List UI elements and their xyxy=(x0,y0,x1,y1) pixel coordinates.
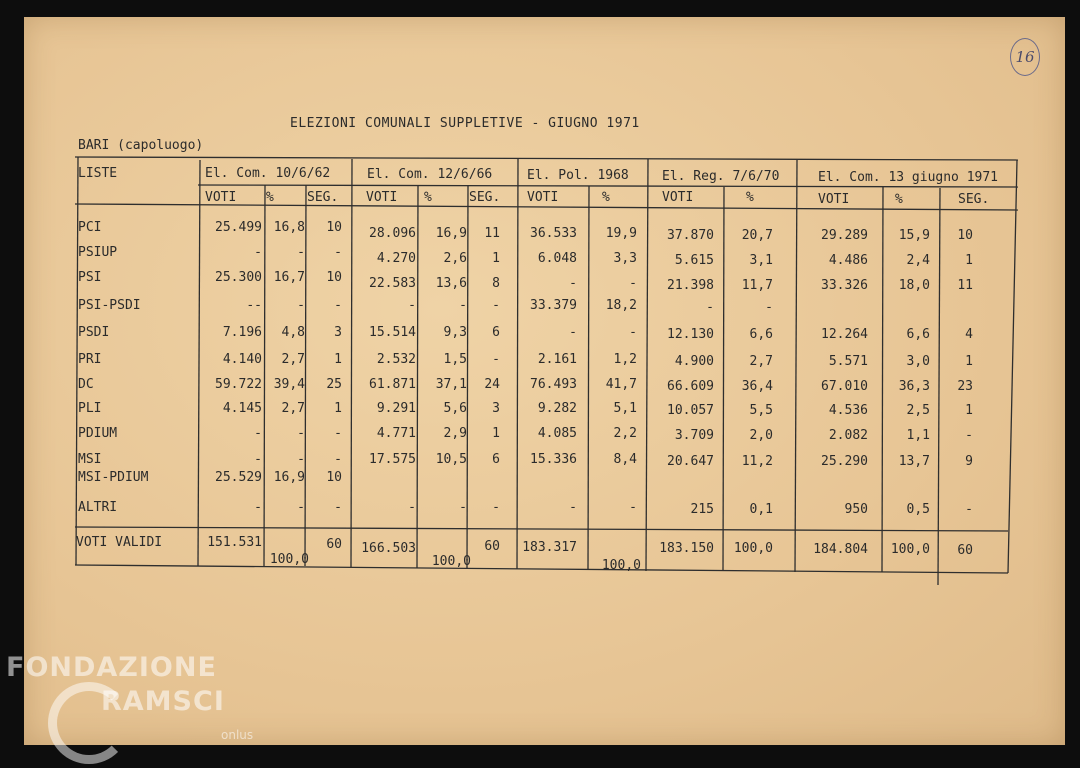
table-cell: 2,4 xyxy=(906,253,930,268)
table-cell: 2,0 xyxy=(749,428,773,443)
table-cell: 2,2 xyxy=(613,426,637,441)
table-cell: 59.722 xyxy=(215,377,262,392)
total-cell: 60 xyxy=(484,539,500,554)
table-cell: 16,9 xyxy=(435,226,467,241)
sub-header: % xyxy=(746,190,754,205)
table-cell: 22.583 xyxy=(369,276,416,291)
table-cell: 67.010 xyxy=(821,379,868,394)
table-cell: - xyxy=(254,500,262,515)
page-number: 16 xyxy=(1010,38,1040,76)
table-cell: - xyxy=(492,500,500,515)
table-cell: - xyxy=(569,500,577,515)
table-cell: -- xyxy=(246,298,262,313)
table-cell: - xyxy=(629,500,637,515)
table-cell: 1,5 xyxy=(443,352,467,367)
table-cell: 1,2 xyxy=(613,352,637,367)
row-label: PSDI xyxy=(78,325,110,340)
table-cell: 11,2 xyxy=(741,454,773,469)
table-cell: 2,5 xyxy=(906,403,930,418)
sub-header: % xyxy=(895,192,903,207)
total-cell: 100,0 xyxy=(890,542,930,557)
sub-header: % xyxy=(266,190,274,205)
total-cell: 100,0 xyxy=(733,541,773,556)
row-label: MSI-PDIUM xyxy=(78,470,149,485)
table-cell: 8 xyxy=(492,276,500,291)
table-cell: 6,6 xyxy=(906,327,930,342)
document-subtitle: BARI (capoluogo) xyxy=(78,138,204,153)
table-cell: 1 xyxy=(965,354,973,369)
table-cell: 9.282 xyxy=(537,401,577,416)
table-cell: 12.264 xyxy=(821,327,868,342)
table-cell: 25.499 xyxy=(215,220,262,235)
sub-header: VOTI xyxy=(662,190,694,205)
table-cell: 0,5 xyxy=(906,502,930,517)
row-label: PSI xyxy=(78,270,102,285)
table-cell: - xyxy=(408,500,416,515)
total-cell: 151.531 xyxy=(207,535,262,550)
table-cell: 1 xyxy=(965,403,973,418)
table-cell: 5.571 xyxy=(828,354,868,369)
table-cell: 3 xyxy=(492,401,500,416)
table-cell: 11 xyxy=(957,278,973,293)
table-cell: 20.647 xyxy=(667,454,714,469)
table-cell: 1 xyxy=(334,352,342,367)
sub-header: SEG. xyxy=(958,192,990,207)
table-cell: - xyxy=(459,298,467,313)
table-cell: - xyxy=(706,300,714,315)
total-cell: 166.503 xyxy=(361,541,416,556)
sub-header: VOTI xyxy=(205,190,237,205)
table-cell: 10,5 xyxy=(435,452,467,467)
table-cell: 3,1 xyxy=(749,253,773,268)
table-cell: 23 xyxy=(957,379,973,394)
table-cell: 12.130 xyxy=(667,327,714,342)
table-cell: 36,4 xyxy=(741,379,773,394)
document-title: ELEZIONI COMUNALI SUPPLETIVE - GIUGNO 1971 xyxy=(290,116,640,131)
table-cell: - xyxy=(492,352,500,367)
header-liste: LISTE xyxy=(78,166,118,181)
table-cell: 9 xyxy=(965,454,973,469)
table-cell: - xyxy=(334,500,342,515)
table-cell: 25.300 xyxy=(215,270,262,285)
table-cell: 2,9 xyxy=(443,426,467,441)
table-cell: - xyxy=(334,452,342,467)
table-cell: - xyxy=(254,452,262,467)
table-cell: 41,7 xyxy=(605,377,637,392)
sub-header: VOTI xyxy=(527,190,559,205)
group-header: El. Reg. 7/6/70 xyxy=(662,169,780,184)
table-cell: - xyxy=(629,276,637,291)
table-cell: 1 xyxy=(965,253,973,268)
row-label: PRI xyxy=(78,352,102,367)
group-header: El. Com. 12/6/66 xyxy=(367,167,493,182)
table-cell: 11,7 xyxy=(741,278,773,293)
table-cell: 17.575 xyxy=(369,452,416,467)
table-cell: - xyxy=(569,276,577,291)
sub-header: % xyxy=(424,190,432,205)
table-cell: 6.048 xyxy=(537,251,577,266)
table-cell: - xyxy=(569,325,577,340)
table-cell: 5,6 xyxy=(443,401,467,416)
sub-header: VOTI xyxy=(818,192,850,207)
table-cell: 18,0 xyxy=(898,278,930,293)
table-cell: 2,7 xyxy=(281,401,305,416)
table-cell: 25.529 xyxy=(215,470,262,485)
table-cell: - xyxy=(492,298,500,313)
table-cell: 5.615 xyxy=(674,253,714,268)
watermark-line1: FONDAZIONE xyxy=(6,652,217,683)
sub-header: VOTI xyxy=(366,190,398,205)
table-cell: - xyxy=(765,300,773,315)
table-cell: 28.096 xyxy=(369,226,416,241)
table-cell: 4.145 xyxy=(222,401,262,416)
table-cell: 1 xyxy=(334,401,342,416)
table-cell: 4,8 xyxy=(281,325,305,340)
table-cell: 2,6 xyxy=(443,251,467,266)
table-cell: 25 xyxy=(326,377,342,392)
table-cell: 2,7 xyxy=(281,352,305,367)
table-cell: 33.379 xyxy=(530,298,577,313)
table-cell: 4.771 xyxy=(376,426,416,441)
table-cell: 4.486 xyxy=(828,253,868,268)
group-header: El. Pol. 1968 xyxy=(527,168,629,183)
table-cell: - xyxy=(334,298,342,313)
table-cell: 950 xyxy=(844,502,868,517)
row-label: PDIUM xyxy=(78,426,118,441)
table-cell: 7.196 xyxy=(222,325,262,340)
table-cell: 1 xyxy=(492,426,500,441)
table-cell: - xyxy=(297,245,305,260)
table-cell: 3 xyxy=(334,325,342,340)
table-cell: - xyxy=(297,452,305,467)
table-cell: 10 xyxy=(326,270,342,285)
table-cell: 6 xyxy=(492,452,500,467)
table-cell: - xyxy=(629,325,637,340)
table-cell: 1 xyxy=(492,251,500,266)
total-cell: 183.317 xyxy=(522,540,577,555)
table-cell: 10.057 xyxy=(667,403,714,418)
table-cell: 24 xyxy=(484,377,500,392)
table-cell: 2.082 xyxy=(828,428,868,443)
table-cell: 4.140 xyxy=(222,352,262,367)
row-label: MSI xyxy=(78,452,102,467)
table-cell: 15.514 xyxy=(369,325,416,340)
total-cell: 100,0 xyxy=(269,552,309,567)
table-cell: 16,8 xyxy=(273,220,305,235)
table-cell: 2.161 xyxy=(537,352,577,367)
table-cell: 0,1 xyxy=(749,502,773,517)
table-cell: 4.536 xyxy=(828,403,868,418)
table-cell: 37,1 xyxy=(435,377,467,392)
table-cell: - xyxy=(297,426,305,441)
table-cell: 5,5 xyxy=(749,403,773,418)
row-label: PLI xyxy=(78,401,102,416)
table-cell: 4.085 xyxy=(537,426,577,441)
table-cell: - xyxy=(408,298,416,313)
table-cell: - xyxy=(459,500,467,515)
table-cell: 13,6 xyxy=(435,276,467,291)
table-cell: 3,3 xyxy=(613,251,637,266)
table-cell: 6,6 xyxy=(749,327,773,342)
table-cell: 16,9 xyxy=(273,470,305,485)
row-label: DC xyxy=(78,377,94,392)
table-cell: 33.326 xyxy=(821,278,868,293)
total-cell: 183.150 xyxy=(659,541,714,556)
total-cell: 184.804 xyxy=(813,542,868,557)
table-cell: 20,7 xyxy=(741,228,773,243)
table-cell: - xyxy=(965,502,973,517)
table-cell: 4.900 xyxy=(674,354,714,369)
row-label: PCI xyxy=(78,220,102,235)
table-cell: 29.289 xyxy=(821,228,868,243)
total-label: VOTI VALIDI xyxy=(76,535,163,550)
table-cell: 10 xyxy=(326,220,342,235)
table-cell: 19,9 xyxy=(605,226,637,241)
table-cell: 10 xyxy=(957,228,973,243)
table-cell: 13,7 xyxy=(898,454,930,469)
table-cell: - xyxy=(334,245,342,260)
table-cell: - xyxy=(254,245,262,260)
row-label: PSI-PSDI xyxy=(78,298,141,313)
table-cell: 37.870 xyxy=(667,228,714,243)
table-cell: 2,7 xyxy=(749,354,773,369)
table-cell: 25.290 xyxy=(821,454,868,469)
table-cell: 15.336 xyxy=(530,452,577,467)
table-cell: 1,1 xyxy=(906,428,930,443)
table-cell: - xyxy=(965,428,973,443)
total-cell: 60 xyxy=(326,537,342,552)
table-cell: 61.871 xyxy=(369,377,416,392)
table-cell: 21.398 xyxy=(667,278,714,293)
table-cell: - xyxy=(334,426,342,441)
table-cell: 66.609 xyxy=(667,379,714,394)
table-cell: 9.291 xyxy=(376,401,416,416)
table-cell: 5,1 xyxy=(613,401,637,416)
fondazione-gramsci-watermark xyxy=(6,652,276,762)
table-cell: 16,7 xyxy=(273,270,305,285)
table-cell: 2.532 xyxy=(376,352,416,367)
sub-header: SEG. xyxy=(307,190,339,205)
watermark-line2: RAMSCI xyxy=(101,686,225,717)
table-cell: 10 xyxy=(326,470,342,485)
table-cell: 215 xyxy=(690,502,714,517)
total-cell: 100,0 xyxy=(601,558,641,573)
table-cell: - xyxy=(254,426,262,441)
total-cell: 100,0 xyxy=(431,554,471,569)
group-header: El. Com. 13 giugno 1971 xyxy=(818,170,999,185)
table-cell: 8,4 xyxy=(613,452,637,467)
total-cell: 60 xyxy=(957,543,973,558)
table-cell: 4 xyxy=(965,327,973,342)
table-cell: - xyxy=(297,298,305,313)
row-label: PSIUP xyxy=(78,245,118,260)
table-cell: 4.270 xyxy=(376,251,416,266)
row-label: ALTRI xyxy=(78,500,118,515)
table-cell: 3,0 xyxy=(906,354,930,369)
table-cell: 76.493 xyxy=(530,377,577,392)
table-cell: 6 xyxy=(492,325,500,340)
watermark-line3: onlus xyxy=(221,728,254,742)
table-cell: 18,2 xyxy=(605,298,637,313)
group-header: El. Com. 10/6/62 xyxy=(205,166,331,181)
table-cell: 11 xyxy=(484,226,500,241)
table-cell: 9,3 xyxy=(443,325,467,340)
sub-header: % xyxy=(602,190,610,205)
table-cell: 15,9 xyxy=(898,228,930,243)
table-cell: 36.533 xyxy=(530,226,577,241)
table-cell: 36,3 xyxy=(898,379,930,394)
table-cell: - xyxy=(297,500,305,515)
sub-header: SEG. xyxy=(469,190,501,205)
table-cell: 39,4 xyxy=(273,377,305,392)
table-cell: 3.709 xyxy=(674,428,714,443)
